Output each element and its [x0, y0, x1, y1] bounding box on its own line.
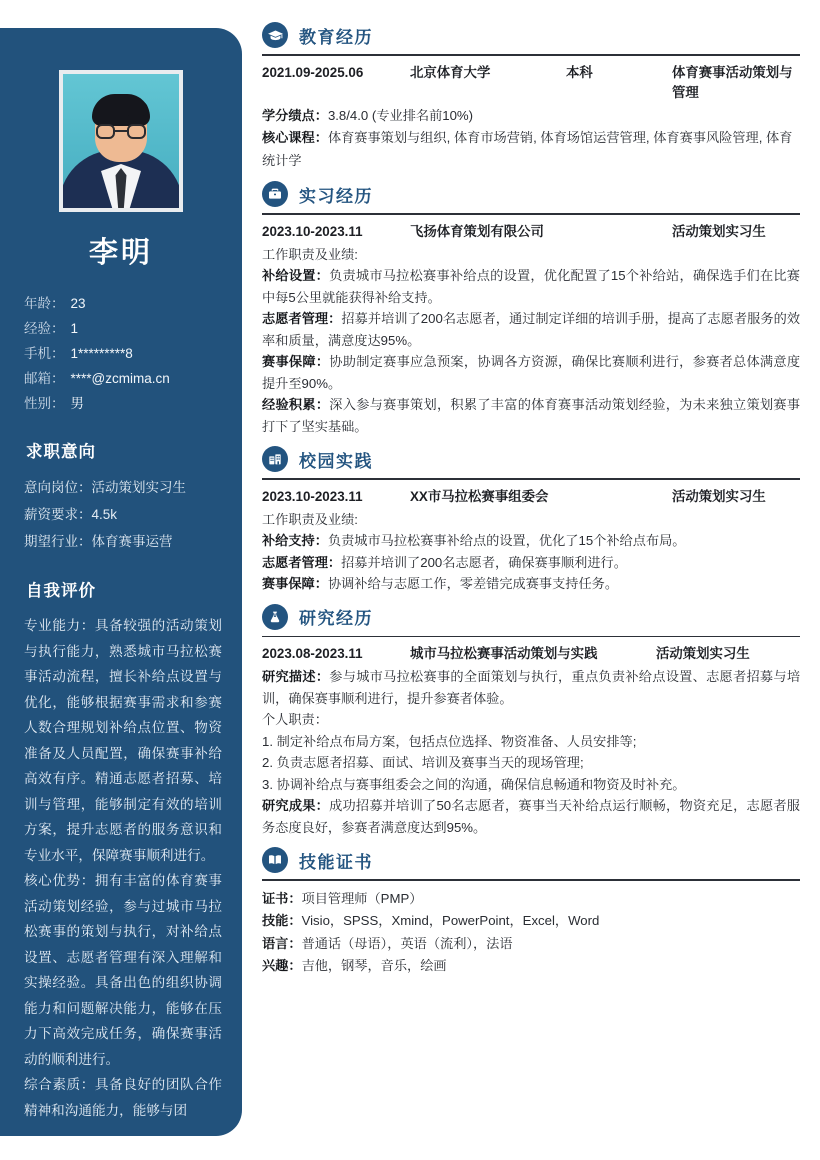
graduation-cap-icon: [262, 22, 288, 48]
list-item: [262, 351, 800, 394]
list-item: [24, 291, 224, 316]
section-header: [262, 446, 800, 478]
info-label: 年龄：: [24, 296, 65, 311]
sidebar: [0, 28, 242, 1136]
list-item: [24, 366, 224, 391]
field-value: Visio，SPSS，Xmind，PowerPoint，Excel，Word: [301, 913, 600, 929]
field-value: 成功招募并培训了50名志愿者，赛事当天补给点运行顺畅，物资充足，志愿者服务态度良好，参赛者满意度达到95%。: [262, 798, 800, 835]
table-row: [262, 644, 800, 664]
job-intent-salary: 薪资要求：4.5k: [24, 507, 118, 522]
internship-role: 活动策划实习生: [672, 223, 766, 239]
list-item: [24, 316, 224, 341]
field-label: 研究成果：: [262, 798, 330, 814]
section-header: [262, 604, 800, 636]
self-eval-paragraph: 核心优势：拥有丰富的体育赛事活动策划经验，参与过城市马拉松赛事的策划与执行，对补给点设置、志愿者管理有深入理解和实操经验。具备出色的组织协调能力和问题解决能力，能够在压力下高效完成任务，确保赛事活动的顺利进行。: [24, 873, 222, 1067]
list-item: [262, 308, 800, 351]
candidate-name: 李明: [88, 237, 153, 269]
avatar: [59, 70, 183, 212]
list-item: [262, 530, 800, 552]
campus-organization: XX市马拉松赛事组委会: [410, 488, 549, 504]
list-item: [262, 394, 800, 437]
info-value: 23: [70, 296, 86, 311]
list-item: 3. 协调补给点与赛事组委会之间的沟通，确保信息畅通和物资及时补充。: [262, 776, 686, 792]
divider: [262, 478, 800, 480]
section-title: 技能证书: [299, 852, 373, 872]
education-degree: 本科: [566, 64, 593, 80]
field-label: 语言：: [262, 935, 302, 951]
info-value: 1: [70, 321, 79, 336]
info-label: 经验：: [24, 321, 65, 336]
list-item: [262, 933, 800, 956]
internship-date: 2023.10-2023.11: [262, 223, 363, 239]
self-eval-paragraph: 综合素质：具备良好的团队合作精神和沟通能力，能够与团: [24, 1077, 222, 1118]
divider: [262, 213, 800, 215]
field-label: 核心课程：: [262, 130, 328, 146]
field-label: 证书：: [262, 890, 302, 906]
info-value: 1*********8: [70, 346, 133, 361]
field-label: 经验积累：: [262, 397, 330, 413]
internship-intro: 工作职责及业绩:: [262, 246, 358, 262]
section-education: [262, 22, 800, 172]
job-intent-heading: 求职意向: [26, 443, 96, 461]
flask-icon: [262, 604, 288, 630]
field-label: 志愿者管理：: [262, 554, 342, 570]
section-title: 教育经历: [299, 27, 373, 47]
info-value: ****@zcmima.cn: [70, 371, 170, 386]
portrait-photo-icon: [63, 74, 179, 208]
info-value: 男: [70, 396, 84, 411]
list-item: [262, 573, 800, 595]
section-header: [262, 847, 800, 879]
field-label: 技能：: [262, 913, 302, 929]
research-project: 城市马拉松赛事活动策划与实践: [410, 646, 598, 662]
section-internship: [262, 181, 800, 437]
field-label: 补给设置：: [262, 268, 330, 284]
field-value: 参与城市马拉松赛事的全面策划与执行，重点负责补给点设置、志愿者招募与培训，确保赛事顺利进行，提升参赛者体验。: [262, 669, 801, 706]
education-school: 北京体育大学: [410, 64, 491, 80]
research-duty-heading: 个人职责：: [262, 712, 328, 728]
campus-intro: 工作职责及业绩:: [262, 511, 358, 527]
internship-company: 飞扬体育策划有限公司: [410, 223, 544, 239]
section-title: 校园实践: [299, 451, 373, 471]
field-value: 招募并培训了200名志愿者，确保赛事顺利进行。: [341, 554, 627, 570]
section-campus-practice: [262, 446, 800, 595]
education-gpa: [262, 105, 800, 128]
list-item: 2. 负责志愿者招募、面试、培训及赛事当天的现场管理;: [262, 755, 584, 771]
info-label: 手机：: [24, 346, 65, 361]
section-skills-certificates: [262, 847, 800, 978]
research-date: 2023.08-2023.11: [262, 646, 363, 662]
field-label: 补给支持：: [262, 533, 328, 549]
field-label: 志愿者管理：: [262, 311, 342, 327]
field-value: 普通话（母语），英语（流利），法语: [301, 935, 513, 951]
section-header: [262, 181, 800, 213]
job-intent-industry: 期望行业：体育赛事运营: [24, 534, 173, 549]
section-research: [262, 604, 800, 839]
info-label: 邮箱：: [24, 371, 65, 386]
self-eval-heading: 自我评价: [26, 582, 96, 600]
field-value: 深入参与赛事策划，积累了丰富的体育赛事活动策划经验，为未来独立策划赛事打下了坚实基础。: [262, 397, 801, 434]
field-label: 研究描述：: [262, 669, 330, 685]
contact-info-list: [18, 291, 224, 416]
list-item: [262, 552, 800, 574]
section-title: 研究经历: [299, 609, 373, 629]
divider: [262, 636, 800, 638]
research-result: [262, 795, 800, 838]
research-role: 活动策划实习生: [656, 646, 750, 662]
list-item: [262, 888, 800, 911]
info-label: 性别：: [24, 396, 65, 411]
school-building-icon: [262, 446, 288, 472]
field-value: 吉他，钢琴，音乐，绘画: [301, 958, 447, 974]
table-row: [262, 222, 800, 242]
field-label: 赛事保障：: [262, 576, 328, 592]
main-content: [262, 22, 800, 982]
field-value: 项目管理师（PMP）: [301, 890, 423, 906]
campus-role: 活动策划实习生: [672, 488, 766, 504]
field-value: 协助制定赛事应急预案，协调各方资源，确保比赛顺利进行，参赛者总体满意度提升至90%。: [262, 354, 801, 391]
field-value: 招募并培训了200名志愿者，通过制定详细的培训手册，提高了志愿者服务的效率和质量，满意度达95%。: [262, 311, 801, 348]
field-label: 兴趣：: [262, 958, 302, 974]
field-value: 负责城市马拉松赛事补给点的设置，优化配置了15个补给站，确保选手们在比赛中每5公里就能获得补给支持。: [262, 268, 800, 305]
field-label: 学分绩点：: [262, 107, 328, 123]
education-courses: [262, 127, 800, 172]
field-value: 负责城市马拉松赛事补给点的设置，优化了15个补给点布局。: [327, 533, 686, 549]
list-item: 1. 制定补给点布局方案，包括点位选择、物资准备、人员安排等;: [262, 733, 637, 749]
open-book-icon: [262, 847, 288, 873]
list-item: [24, 341, 224, 366]
divider: [262, 879, 800, 881]
field-label: 赛事保障：: [262, 354, 330, 370]
section-title: 实习经历: [299, 186, 373, 206]
list-item: [24, 391, 224, 416]
list-item: [262, 955, 800, 978]
self-eval-paragraph: 专业能力：具备较强的活动策划与执行能力，熟悉城市马拉松赛事活动流程，擅长补给点设置与优化，能够根据赛事需求和参赛人数合理规划补给点位置、物资准备及人员配置，确保赛事补给高效有序。精通志愿者招募、培训与管理，能够制定有效的培训方案，提升志愿者的服务意识和专业水平，保障赛事顺利进行。: [24, 618, 222, 863]
research-description: [262, 666, 800, 709]
field-value: 协调补给与志愿工作，零差错完成赛事支持任务。: [327, 576, 619, 592]
education-date: 2021.09-2025.06: [262, 64, 364, 80]
job-intent-position: 意向岗位：活动策划实习生: [24, 480, 186, 495]
field-value: 体育赛事策划与组织, 体育市场营销, 体育场馆运营管理, 体育赛事风险管理, 体育统计学: [262, 130, 793, 168]
campus-date: 2023.10-2023.11: [262, 488, 363, 504]
field-value: 3.8/4.0 (专业排名前10%): [327, 107, 474, 123]
section-header: [262, 22, 800, 54]
briefcase-icon: [262, 181, 288, 207]
list-item: [262, 910, 800, 933]
divider: [262, 54, 800, 56]
table-row: [262, 63, 800, 103]
table-row: [262, 487, 800, 507]
education-major: 体育赛事活动策划与管理: [672, 64, 793, 100]
list-item: [262, 265, 800, 308]
